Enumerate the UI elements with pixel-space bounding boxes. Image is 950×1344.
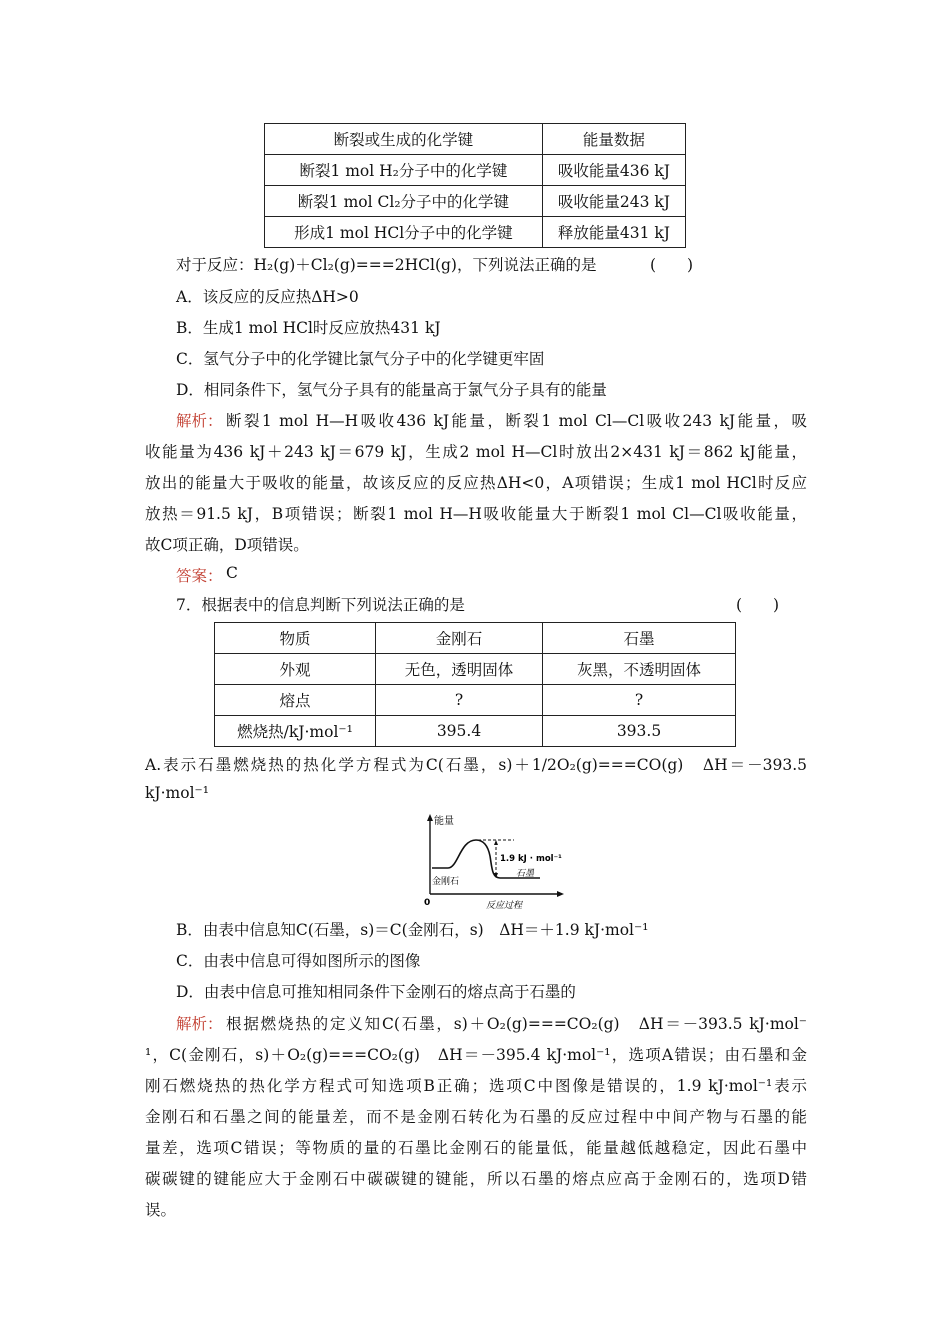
table-cell: 断裂1 mol H₂分子中的化学键 bbox=[265, 155, 543, 186]
table-cell: ? bbox=[543, 685, 736, 716]
table-cell: 断裂1 mol Cl₂分子中的化学键 bbox=[265, 186, 543, 217]
analysis-line: 收能量为436 kJ＋243 kJ＝679 kJ，生成2 mol H—Cl时放出2×431 kJ＝862 kJ能量， bbox=[145, 443, 807, 461]
analysis-line: 放热＝91.5 kJ，B项错误；断裂1 mol H—H吸收能量大于断裂1 mol Cl—Cl吸收能量， bbox=[145, 505, 807, 523]
table-row bbox=[265, 186, 686, 217]
table-cell: 外观 bbox=[215, 654, 376, 685]
table-header-cell: 能量数据 bbox=[542, 124, 685, 155]
table-row bbox=[265, 155, 686, 186]
table-cell: 释放能量431 kJ bbox=[542, 217, 685, 248]
analysis-line: ¹，C(金刚石，s)＋O₂(g)===CO₂(g) ΔH＝－395.4 kJ·mol⁻¹，选项A错误；由石墨和金 bbox=[145, 1046, 807, 1064]
table-row bbox=[265, 217, 686, 248]
analysis-line: 碳碳键的键能应大于金刚石中碳碳键的键能，所以石墨的熔点应高于金刚石的，选项D错 bbox=[145, 1170, 807, 1188]
y-axis-arrow-icon bbox=[427, 814, 433, 821]
analysis-label: 解析： bbox=[176, 412, 223, 430]
analysis-line: 断裂1 mol H—H吸收436 kJ能量，断裂1 mol Cl—Cl吸收243 kJ能量，吸 bbox=[226, 412, 807, 430]
table-cell: 熔点 bbox=[215, 685, 376, 716]
table-cell: 形成1 mol HCl分子中的化学键 bbox=[265, 217, 543, 248]
gap-label: 1.9 kJ · mol⁻¹ bbox=[500, 854, 562, 864]
table-cell: 393.5 bbox=[543, 716, 736, 747]
table-header-row bbox=[215, 623, 736, 654]
option-d: D．由表中信息可推知相同条件下金刚石的熔点高于石墨的 bbox=[176, 983, 576, 1001]
analysis-line: 放出的能量大于吸收的能量，故该反应的反应热ΔH<0，A项错误；生成1 mol HCl时反应 bbox=[145, 474, 807, 492]
table-cell: 燃烧热/kJ·mol⁻¹ bbox=[215, 716, 376, 747]
analysis-line: 量差，选项C错误；等物质的量的石墨比金刚石的能量低，能量越低越稳定，因此石墨中 bbox=[145, 1139, 807, 1157]
analysis-line: 故C项正确，D项错误。 bbox=[145, 536, 309, 554]
x-axis-label: 反应过程 bbox=[486, 901, 523, 911]
table-row bbox=[215, 685, 736, 716]
answer-label: 答案： bbox=[176, 567, 223, 585]
question-7-stem: 7．根据表中的信息判断下列说法正确的是 bbox=[176, 596, 465, 614]
table-cell: 无色，透明固体 bbox=[376, 654, 543, 685]
gap-arrow-up-icon bbox=[494, 840, 498, 845]
analysis-label: 解析： bbox=[176, 1015, 223, 1033]
table-cell: ? bbox=[376, 685, 543, 716]
answer-value: C bbox=[226, 564, 238, 582]
diamond-label: 金刚石 bbox=[432, 877, 460, 887]
table-cell: 灰黑，不透明固体 bbox=[543, 654, 736, 685]
analysis-line: 金刚石和石墨之间的能量差，而不是金刚石转化为石墨的反应过程中中间产物与石墨的能 bbox=[145, 1108, 807, 1126]
x-axis-arrow-icon bbox=[557, 891, 564, 897]
option-d: D．相同条件下，氢气分子具有的能量高于氯气分子具有的能量 bbox=[176, 381, 607, 399]
option-a-continued: kJ·mol⁻¹ bbox=[145, 784, 209, 802]
origin-label: 0 bbox=[424, 898, 431, 908]
option-a: A.表示石墨燃烧热的热化学方程式为C(石墨，s)＋1/2O₂(g)===CO(g) ΔH＝－393.5 bbox=[145, 756, 807, 774]
analysis-line: 刚石燃烧热的热化学方程式可知选项B正确；选项C中图像是错误的，1.9 kJ·mol⁻¹表示 bbox=[145, 1077, 807, 1095]
option-a: A．该反应的反应热ΔH>0 bbox=[176, 288, 359, 306]
option-c: C．氢气分子中的化学键比氯气分子中的化学键更牢固 bbox=[176, 350, 545, 368]
table-header-cell: 金刚石 bbox=[376, 623, 543, 654]
energy-diagram bbox=[418, 812, 568, 912]
substance-properties-table bbox=[214, 622, 736, 747]
analysis-line: 误。 bbox=[145, 1201, 177, 1219]
question-6-stem: 对于反应：H₂(g)＋Cl₂(g)===2HCl(g)，下列说法正确的是 bbox=[176, 256, 597, 274]
option-b: B．由表中信息知C(石墨，s)＝C(金刚石，s) ΔH＝＋1.9 kJ·mol⁻¹ bbox=[176, 921, 649, 939]
y-axis-label: 能量 bbox=[434, 816, 454, 827]
table-cell: 395.4 bbox=[376, 716, 543, 747]
table-cell: 吸收能量243 kJ bbox=[542, 186, 685, 217]
table-row bbox=[215, 654, 736, 685]
table-cell: 吸收能量436 kJ bbox=[542, 155, 685, 186]
table-header-cell: 断裂或生成的化学键 bbox=[265, 124, 543, 155]
analysis-line: 根据燃烧热的定义知C(石墨，s)＋O₂(g)===CO₂(g) ΔH＝－393.5 kJ·mol⁻ bbox=[226, 1015, 807, 1033]
table-header-cell: 石墨 bbox=[543, 623, 736, 654]
bond-energy-table bbox=[264, 123, 686, 248]
table-header-cell: 物质 bbox=[215, 623, 376, 654]
option-b: B．生成1 mol HCl时反应放热431 kJ bbox=[176, 319, 441, 337]
answer-bracket: ( ) bbox=[650, 256, 694, 274]
option-c: C．由表中信息可得如图所示的图像 bbox=[176, 952, 421, 970]
graphite-label: 石墨 bbox=[516, 869, 535, 879]
answer-bracket: ( ) bbox=[736, 596, 780, 614]
table-row bbox=[215, 716, 736, 747]
table-header-row bbox=[265, 124, 686, 155]
